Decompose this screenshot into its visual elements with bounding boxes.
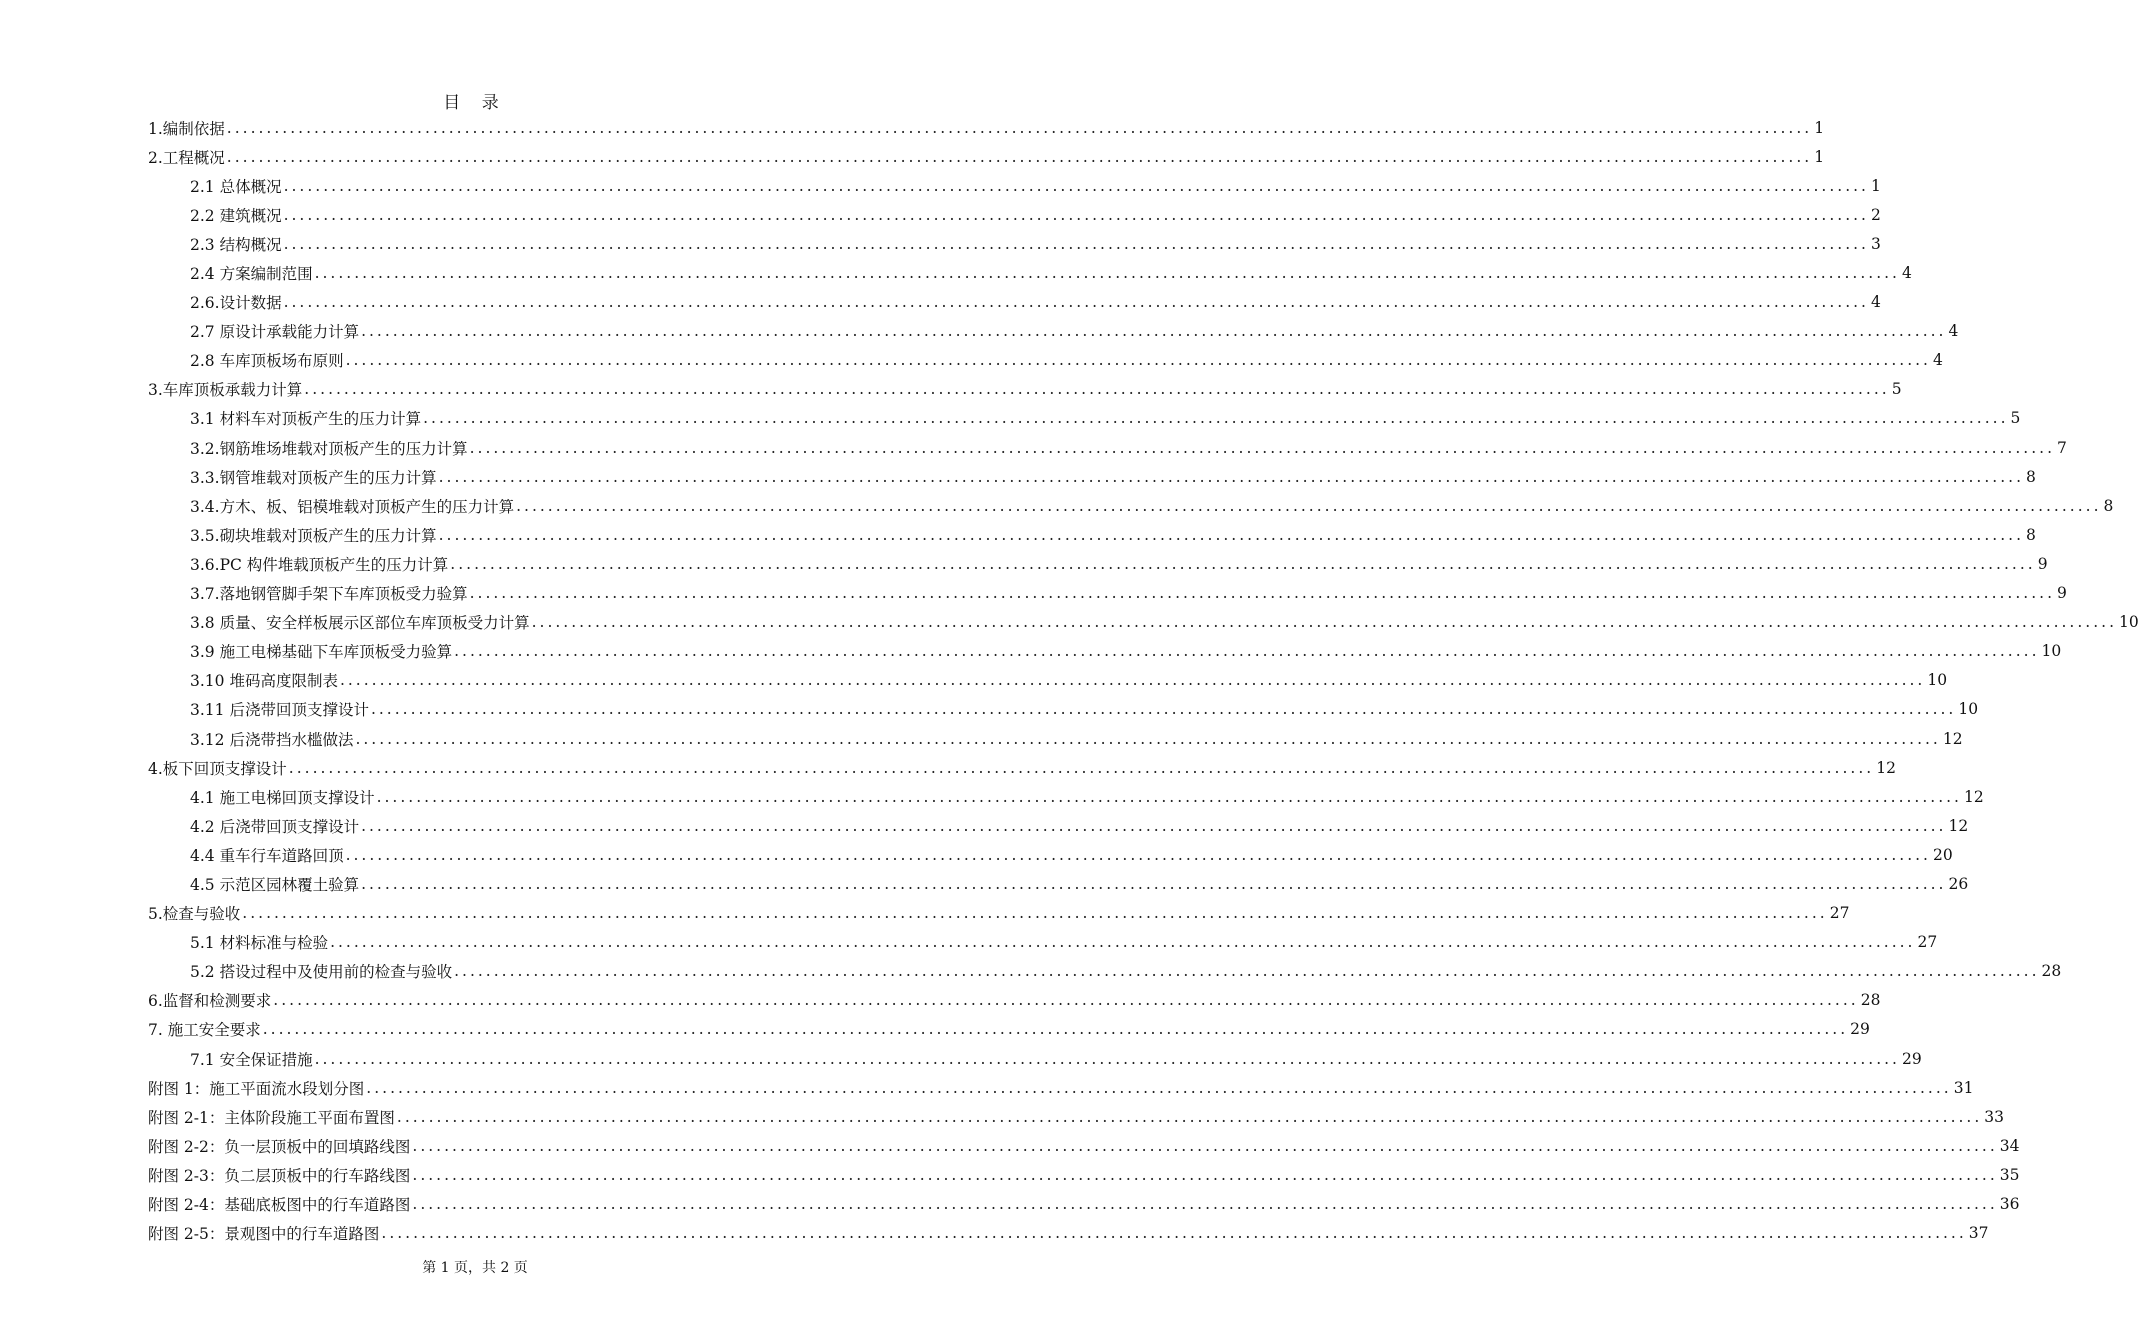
toc-entry-label: 2.4 方案编制范围 <box>190 265 313 284</box>
toc-entry-label: 5.2 搭设过程中及使用前的检查与验收 <box>190 963 453 982</box>
toc-entry-page: 9 <box>2037 554 2048 573</box>
toc-entry[interactable] <box>148 1131 2020 1160</box>
toc-leader-dots: ........................................................................................................................................................................................................ <box>361 874 1947 893</box>
toc-entry-label: 4.板下回顶支撑设计 <box>148 759 287 778</box>
page-footer: 第 1 页，共 2 页 <box>422 1260 528 1276</box>
toc-leader-dots: ........................................................................................................................................................................................................ <box>381 1224 1967 1243</box>
toc-entry-page: 12 <box>1948 816 1969 835</box>
toc-entry[interactable] <box>148 346 1943 375</box>
toc-leader-dots: ........................................................................................................................................................................................................ <box>412 1165 1998 1184</box>
toc-leader-dots: ........................................................................................................................................................................................................ <box>283 234 1869 253</box>
toc-leader-dots: ........................................................................................................................................................................................................ <box>423 409 2009 428</box>
toc-entry-page: 27 <box>1917 933 1938 952</box>
toc-entry-label: 4.1 施工电梯回顶支撑设计 <box>190 788 375 807</box>
toc-entry-page: 10 <box>2041 642 2062 661</box>
toc-entry-page: 29 <box>1850 1020 1870 1039</box>
toc-leader-dots: ........................................................................................................................................................................................................ <box>450 554 2036 573</box>
toc-leader-dots: ........................................................................................................................................................................................................ <box>469 584 2055 603</box>
toc-entry-page: 12 <box>1876 758 1896 777</box>
toc-entry[interactable] <box>148 695 1979 724</box>
toc-leader-dots: ........................................................................................................................................................................................................ <box>283 176 1869 195</box>
toc-entry[interactable] <box>148 608 2139 637</box>
toc-entry-page: 5 <box>1891 380 1902 399</box>
toc-entry-label: 3.10 堆码高度限制表 <box>190 672 338 691</box>
toc-entry-label: 附图 1：施工平面流水段划分图 <box>148 1079 365 1098</box>
toc-entry-label: 2.工程概况 <box>148 148 225 167</box>
toc-entry[interactable] <box>148 288 1881 317</box>
toc-entry-label: 3.8 质量、安全样板展示区部位车库顶板受力计算 <box>190 614 530 633</box>
toc-entry[interactable] <box>148 899 1850 928</box>
toc-entry-page: 33 <box>1984 1107 2005 1126</box>
toc-entry[interactable] <box>148 375 1902 404</box>
toc-entry-label: 3.11 后浇带回顶支撑设计 <box>190 701 369 720</box>
toc-entry-label: 附图 2-4：基础底板图中的行车道路图 <box>148 1196 411 1215</box>
toc-entry-label: 3.5.砌块堆载对顶板产生的压力计算 <box>190 526 437 545</box>
toc-leader-dots: ........................................................................................................................................................................................................ <box>283 205 1869 224</box>
toc-leader-dots: ........................................................................................................................................................................................................ <box>330 933 1916 952</box>
toc-entry-label: 3.7.落地钢管脚手架下车库顶板受力验算 <box>190 585 468 604</box>
toc-leader-dots: ........................................................................................................................................................................................................ <box>345 845 1931 864</box>
toc-entry-label: 2.2 建筑概况 <box>190 206 282 225</box>
toc-entry-page: 8 <box>2026 525 2036 544</box>
toc-leader-dots: ........................................................................................................................................................................................................ <box>376 787 1962 806</box>
toc-entry-label: 5.1 材料标准与检验 <box>190 934 329 953</box>
toc-entry-page: 4 <box>1932 351 1943 370</box>
toc-entry-page: 8 <box>2026 467 2036 486</box>
toc-leader-dots: ........................................................................................................................................................................................................ <box>262 1020 1849 1039</box>
toc-leader-dots: ........................................................................................................................................................................................................ <box>412 1195 1998 1214</box>
toc-entry[interactable] <box>148 404 2021 433</box>
toc-entry[interactable] <box>148 258 1912 287</box>
toc-entry[interactable] <box>148 840 1953 869</box>
toc-leader-dots: ........................................................................................................................................................................................................ <box>273 991 1859 1010</box>
toc-leader-dots: ........................................................................................................................................................................................................ <box>454 642 2040 661</box>
toc-entry-label: 4.5 示范区园林覆土验算 <box>190 875 360 894</box>
toc-entry[interactable] <box>148 986 1881 1015</box>
toc-entry-page: 10 <box>2119 613 2139 632</box>
toc-leader-dots: ........................................................................................................................................................................................................ <box>314 1049 1900 1068</box>
toc-entry[interactable] <box>148 1102 2005 1131</box>
toc-entry-page: 4 <box>1870 293 1881 312</box>
toc-leader-dots: ........................................................................................................................................................................................................ <box>438 467 2024 486</box>
toc-entry[interactable] <box>148 113 1825 142</box>
toc-entry[interactable] <box>148 142 1825 171</box>
toc-entry[interactable] <box>148 491 2114 520</box>
toc-title: 目 录 <box>443 93 507 113</box>
toc-entry[interactable] <box>148 782 1984 811</box>
toc-entry[interactable] <box>148 229 1881 258</box>
toc-entry-label: 3.2.钢筋堆场堆载对顶板产生的压力计算 <box>190 439 468 458</box>
toc-entry-label: 4.2 后浇带回顶支撑设计 <box>190 817 360 836</box>
toc-leader-dots: ........................................................................................................................................................................................................ <box>345 351 1931 370</box>
toc-leader-dots: ........................................................................................................................................................................................................ <box>226 147 1813 166</box>
toc-leader-dots: ........................................................................................................................................................................................................ <box>396 1107 1983 1126</box>
toc-entry[interactable] <box>148 462 2036 491</box>
toc-entry-page: 10 <box>1927 671 1948 690</box>
toc-entry-label: 3.1 材料车对顶板产生的压力计算 <box>190 410 422 429</box>
toc-entry-label: 3.12 后浇带挡水槛做法 <box>190 730 354 749</box>
toc-entry[interactable] <box>148 200 1881 229</box>
toc-entry[interactable] <box>148 724 1963 753</box>
toc-entry-label: 2.1 总体概况 <box>190 177 282 196</box>
toc-entry[interactable] <box>148 637 2062 666</box>
toc-entry[interactable] <box>148 1044 1922 1073</box>
toc-leader-dots: ........................................................................................................................................................................................................ <box>361 816 1947 835</box>
toc-entry-label: 2.8 车库顶板场布原则 <box>190 352 344 371</box>
toc-entry[interactable] <box>148 171 1881 200</box>
toc-entry-page: 3 <box>1870 234 1881 253</box>
toc-entry-label: 2.7 原设计承载能力计算 <box>190 323 360 342</box>
toc-entry-page: 12 <box>1963 787 1984 806</box>
toc-entry-page: 37 <box>1968 1224 1989 1243</box>
table-of-contents <box>148 113 2139 1248</box>
toc-entry-label: 2.3 结构概况 <box>190 235 282 254</box>
toc-entry[interactable] <box>148 928 1938 957</box>
toc-leader-dots: ........................................................................................................................................................................................................ <box>469 438 2055 457</box>
toc-leader-dots: ........................................................................................................................................................................................................ <box>304 380 1890 399</box>
toc-entry-label: 7. 施工安全要求 <box>148 1021 261 1040</box>
toc-entry[interactable] <box>148 869 1969 898</box>
toc-entry-page: 1 <box>1870 176 1881 195</box>
toc-entry-label: 6.监督和检测要求 <box>148 992 272 1011</box>
toc-entry[interactable] <box>148 666 1948 695</box>
toc-entry-label: 3.3.钢管堆载对顶板产生的压力计算 <box>190 468 437 487</box>
toc-entry-page: 35 <box>1999 1165 2020 1184</box>
toc-entry[interactable] <box>148 1015 1870 1044</box>
toc-entry[interactable] <box>148 1219 1989 1248</box>
toc-entry-page: 36 <box>1999 1195 2020 1214</box>
toc-entry-label: 3.车库顶板承载力计算 <box>148 381 303 400</box>
toc-entry-page: 10 <box>1958 700 1979 719</box>
toc-entry-page: 31 <box>1953 1078 1974 1097</box>
toc-leader-dots: ........................................................................................................................................................................................................ <box>366 1078 1952 1097</box>
toc-entry-page: 1 <box>1814 118 1825 137</box>
toc-leader-dots: ........................................................................................................................................................................................................ <box>355 729 1941 748</box>
toc-entry-page: 1 <box>1814 147 1825 166</box>
toc-entry-page: 34 <box>1999 1136 2020 1155</box>
toc-leader-dots: ........................................................................................................................................................................................................ <box>226 118 1813 137</box>
toc-leader-dots: ........................................................................................................................................................................................................ <box>242 904 1828 923</box>
toc-leader-dots: ........................................................................................................................................................................................................ <box>283 293 1869 312</box>
toc-entry-page: 12 <box>1942 729 1963 748</box>
toc-entry-page: 4 <box>1948 322 1959 341</box>
toc-entry-label: 3.4.方木、板、铝模堆载对顶板产生的压力计算 <box>190 497 515 516</box>
toc-entry-label: 3.9 施工电梯基础下车库顶板受力验算 <box>190 643 453 662</box>
toc-entry-label: 4.4 重车行车道路回顶 <box>190 846 344 865</box>
toc-leader-dots: ........................................................................................................................................................................................................ <box>361 322 1947 341</box>
toc-entry-page: 28 <box>2041 962 2062 981</box>
toc-entry-label: 5.检查与验收 <box>148 905 241 924</box>
toc-leader-dots: ........................................................................................................................................................................................................ <box>370 700 1957 719</box>
toc-entry[interactable] <box>148 957 2062 986</box>
toc-entry-label: 1.编制依据 <box>148 119 225 138</box>
toc-leader-dots: ........................................................................................................................................................................................................ <box>314 264 1900 283</box>
toc-entry-page: 29 <box>1901 1049 1922 1068</box>
toc-entry-label: 7.1 安全保证措施 <box>190 1050 313 1069</box>
toc-entry-label: 2.6.设计数据 <box>190 294 282 313</box>
toc-leader-dots: ........................................................................................................................................................................................................ <box>438 525 2024 544</box>
toc-leader-dots: ........................................................................................................................................................................................................ <box>516 496 2102 515</box>
toc-entry-page: 5 <box>2010 409 2021 428</box>
toc-entry[interactable] <box>148 433 2067 462</box>
toc-entry-label: 附图 2-5：景观图中的行车道路图 <box>148 1225 380 1244</box>
toc-leader-dots: ........................................................................................................................................................................................................ <box>339 671 1926 690</box>
toc-entry[interactable] <box>148 549 2048 578</box>
toc-entry-label: 附图 2-3：负二层顶板中的行车路线图 <box>148 1166 411 1185</box>
toc-entry-page: 7 <box>2057 438 2067 457</box>
toc-entry[interactable] <box>148 1189 2020 1218</box>
toc-entry-page: 8 <box>2103 496 2114 515</box>
toc-entry-page: 4 <box>1901 264 1912 283</box>
toc-entry-page: 9 <box>2057 584 2067 603</box>
toc-entry-page: 28 <box>1860 991 1881 1010</box>
toc-leader-dots: ........................................................................................................................................................................................................ <box>454 962 2040 981</box>
toc-entry[interactable] <box>148 1073 1974 1102</box>
toc-entry[interactable] <box>148 579 2067 608</box>
toc-entry[interactable] <box>148 811 1969 840</box>
toc-entry[interactable] <box>148 520 2036 549</box>
toc-entry-label: 附图 2-2：负一层顶板中的回填路线图 <box>148 1137 411 1156</box>
toc-entry[interactable] <box>148 753 1896 782</box>
toc-entry[interactable] <box>148 317 1959 346</box>
toc-entry-page: 26 <box>1948 874 1969 893</box>
toc-entry-page: 2 <box>1870 205 1881 224</box>
toc-leader-dots: ........................................................................................................................................................................................................ <box>288 758 1875 777</box>
toc-leader-dots: ........................................................................................................................................................................................................ <box>531 613 2117 632</box>
toc-entry-page: 20 <box>1932 845 1953 864</box>
toc-entry-label: 3.6.PC 构件堆载顶板产生的压力计算 <box>190 555 449 574</box>
toc-entry-page: 27 <box>1829 904 1850 923</box>
toc-leader-dots: ........................................................................................................................................................................................................ <box>412 1136 1998 1155</box>
toc-entry[interactable] <box>148 1160 2020 1189</box>
toc-entry-label: 附图 2-1：主体阶段施工平面布置图 <box>148 1108 395 1127</box>
